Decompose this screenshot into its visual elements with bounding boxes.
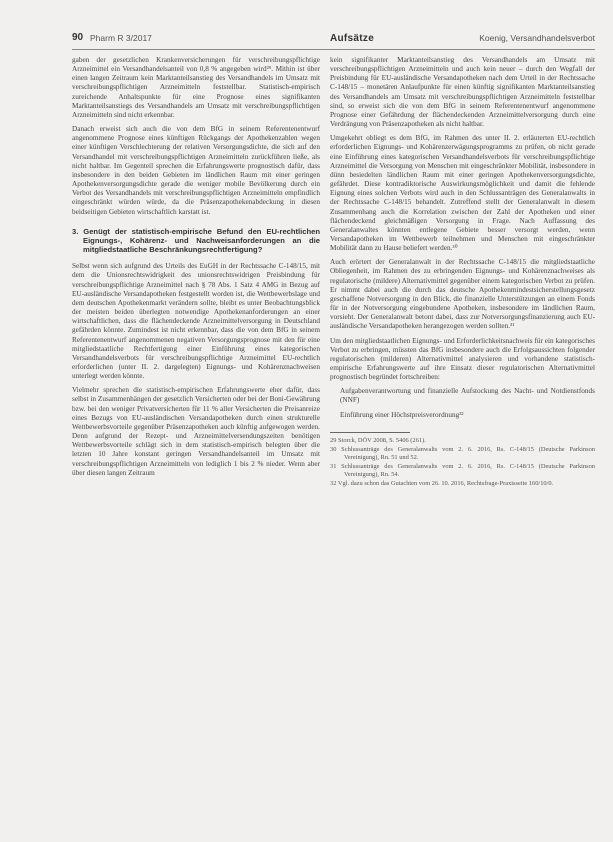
paragraph: Danach erweist sich auch die von dem BfG in seinem Referentenentwurf angenommene Prognose eines künftigen Rückgangs der Apothekenzahlen wegen einer künftigen Verschlechterung der relativen Versorgungsdichte, die sich auf den Versandhandel mit verschreibungspflichtigen Arzneimitteln zurückführen ließe, als nicht haltbar. Im Gegenteil sprechen die Erfahrungswerte prognostisch dafür, dass insbesondere in den beiden Gebieten im ländlichen Raum mit einer geringen Apothekenversorgungsdichte gerade die weniger mobile Bevölkerung durch ein Verbot des Versandhandels mit verschreibungspflichtigen Arzneimitteln empfindlich eingeschränkt würden würde, da die Präsenzapothekenabdeckung in diesen beidseitigen Gebieten wirtschaftlich karstatt ist. (72, 125, 320, 216)
paragraph: Umgekehrt obliegt es dem BfG, im Rahmen des unter II. 2. erläuterten EU-rechtlich erforderlichen Eignungs- und Kohärenzerwägungsprogramms zu prüfen, ob nicht gerade eine Einführung eines kategorischen Versandhandelsverbots für verschreibungspflichtige Arzneimittel die Versorgung von Menschen mit eingeschränkter Mobilität, insbesondere in dünn besiedelten ländlichen Raum mit einer geringen Apothekenversorgungsdichte, gefährdet. Diese kontradiktorische Auswirkungsmöglichkeit und damit die fehlende Eignung eines solchen Verbots wird auch in den Schlussanträgen des Generalanwalts in der Rechtssache C-148/15 behandelt. Zutreffend stellt der Generalanwalt in diesem Zusammenhang auch die Korrelation zwischen der Zahl der Apotheken und einer flächendeckend gleichmäßigen Versorgung in Frage. Nach Auffassung des Generalanwaltes könnten entlegene Gebiete besser versorgt werden, wenn Versandapotheken im Wettbewerb teilnehmen und Menschen mit eingeschränkter Mobilität dann zu Hause beliefert werden.³⁰ (330, 134, 595, 253)
footnote: 29 Storck, DÖV 2008, S. 5406 (261). (330, 436, 426, 444)
list-item: Aufgabenverantwortung und finanzielle Aufstockung des Nacht- und Notdienstfonds (NNF) (340, 387, 595, 405)
header-rule (72, 49, 595, 50)
running-title: Koenig, Versandhandelsverbot (479, 33, 595, 43)
page-number: 90 (72, 32, 84, 43)
paragraph: Auch erörtert der Generalanwalt in der Rechtssache C-148/15 die mitgliedstaatliche Obliegenheit, im Rahmen des zu erbringenden Eignungs- und Kohärenznachweises als regulatorische (mildere) Alternativmittel gegenüber einem kategorischen Verbot zu prüfen. Er nimmt dabei auch die durch das deutsche Apothekenmindestsicherstellungsgesetz geschaffene Notversorgung in den Blick, die finanzielle Unterstützungen an einem Fonds für in der Notversorgung eingebundene Apotheken, insbesondere im ländlichen Raum, vorsieht. Der Generalanwalt betont dabei, dass zur Notversorgungsfinanzierung auch EU-ausländische Versandapotheken herangezogen werden sollten.³¹ (330, 258, 595, 331)
page-header (72, 30, 595, 48)
left-column (72, 56, 320, 483)
footnote: 30 Schlussanträge des Generalanwalts vom 2. 6. 2016, Rs. C-148/15 (Deutsche Parkinson Vereinigung), Rn. 51 und 52. (330, 445, 595, 461)
journal-reference: Pharm R 3/2017 (90, 33, 152, 43)
section-title: Aufsätze (330, 33, 375, 44)
footnote: 32 Vgl. dazu schon das Gutachten vom 26. 10. 2016, Rechtsfrage-Praxisseite 160/10/0. (330, 479, 554, 487)
right-column (330, 56, 595, 489)
paragraph: Um den mitgliedstaatlichen Eignungs- und Erforderlichkeitsnachweis für ein kategorisches Verbot zu erbringen, müssten das BfG insbesondere auch die Erfolgsaussichten folgender regulatorischen (milderen) Alternativmittel analysieren und vorhandene statistisch-empirische Erfahrungswerte auf ihre Einsatz dieser regulatorischen Alternativmittel prognostisch begründet fortschreiben: (330, 336, 595, 382)
footnote: 31 Schlussanträge des Generalanwalts vom 2. 6. 2016, Rs. C-148/15 (Deutsche Parkinson Vereinigung), Rn. 54. (330, 462, 595, 478)
paragraph: Selbst wenn sich aufgrund des Urteils des EuGH in der Rechtssache C-148/15, mit dem die Unionsrechtswidrigkeit des unionsrechtswidrigen Preisbindung für verschreibungspflichtige Arzneimittel nach § 78 Abs. 1 Satz 4 AMG in Bezug auf EU-ausländische Versandapotheken festgestellt worden ist, die Wettbewerbslage und dem deutschen Apothekenmarkt verändern sollte, bleibt es unter Beobachtungsblick der meisten beiden überlegten notwendige Apothekenanforderungen an einer wirtschaftlichen, dass die flächendeckende Arzneimittelversorgung in Deutschland gefährden könnte. Zumindest ist nicht erkennbar, dass die von dem BfG in seinem Referentenentwurf angenommenen negativen Versorgungsprognose mit den für eine mitgliedstaatliche Rechtfertigung einer Einführung eines kategorischen Versandhandelsverbots für verschreibungspflichtige Arzneimittel EU-rechtlich erforderlichen (unter II. 2. dargelegten) Eignungs- und Kohärenznachweisen unterlegt werden könnte. (72, 262, 320, 381)
footnotes (330, 437, 595, 488)
footnote-rule (330, 432, 410, 433)
section-heading: 3. Genügt der statistisch-empirische Befund den EU-rechtlichen Eignungs-, Kohärenz- und Nachweisanforderungen an die mitgliedstaatliche Beschränkungsrechtfertigung? (72, 226, 320, 255)
paragraph: kein signifikanter Marktanteilsanstieg des Versandhandels am Umsatz mit verschreibungspflichtigen Arzneimitteln und auch kein neuer – durch den Wegfall der Preisbindung für EU-ausländische Versandapotheken nach dem Urteil in der Rechtssache C-148/15 – monetären Anlaufpunkte für einen künftig signifikanten Marktanteilsanstieg des Versandhandels am Umsatz mit verschreibungspflichtigen Arzneimitteln feststellbar sind, so erweist sich die von dem BfG in seinem Referentenentwurf angenommene Prognose einer Gefährdung der flächendeckenden Arzneimittelversorgung durch eine Verdrängung von Präsenzapotheken als nicht haltbar. (330, 56, 595, 129)
list-item: Einführung einer Höchstpreisverordnung³² (340, 410, 464, 419)
paragraph: gaben der gesetzlichen Krankenversicherungen für verschreibungspflichtige Arzneimittel ein Versandhandelsanteil von 0,8 % angegeben wird²⁹. Mithin ist über einen langen Zeitraum kein Marktanteilsanstieg des Versandhandels im Umsatz mit verschreibungspflichtigen Arzneimitteln feststellbar. Statistisch-empirisch zureichende Anhaltspunkte für eine Prognose eines signifikanten Marktanteilsanstiegs des Versandhandels am Umsatz mit verschreibungspflichtigen Arzneimitteln sind nicht erkennbar. (72, 56, 320, 119)
paragraph: Vielmehr sprechen die statistisch-empirischen Erfahrungswerte eher dafür, dass selbst in Zusammenhängen der gesetzlich Versicherten oder bei der Boni-Gewährung bzw. bei den weniger Privatversicherten für 11 % aller Versicherten die Preisanreize eines Bezugs von EU-ausländischen Versandapotheken durch einen strukturelle Wettbewerbsvorteile gegenüber Präsenzapotheken auch künftig aufgewogen werden. Denn aufgrund der Rezept- und Arzneimittelversendungszeiten benötigen Wettbewerbsvorteile schlägt sich in dem statistisch-empirisch belegten über die letzten 10 Jahre konstant geringen Versandhandelsanteil im Umsatz mit verschreibungspflichtigen Arzneimitteln von lediglich 1 bis 2 % nieder. Wenn aber über diesen langen Zeitraum (72, 386, 320, 477)
